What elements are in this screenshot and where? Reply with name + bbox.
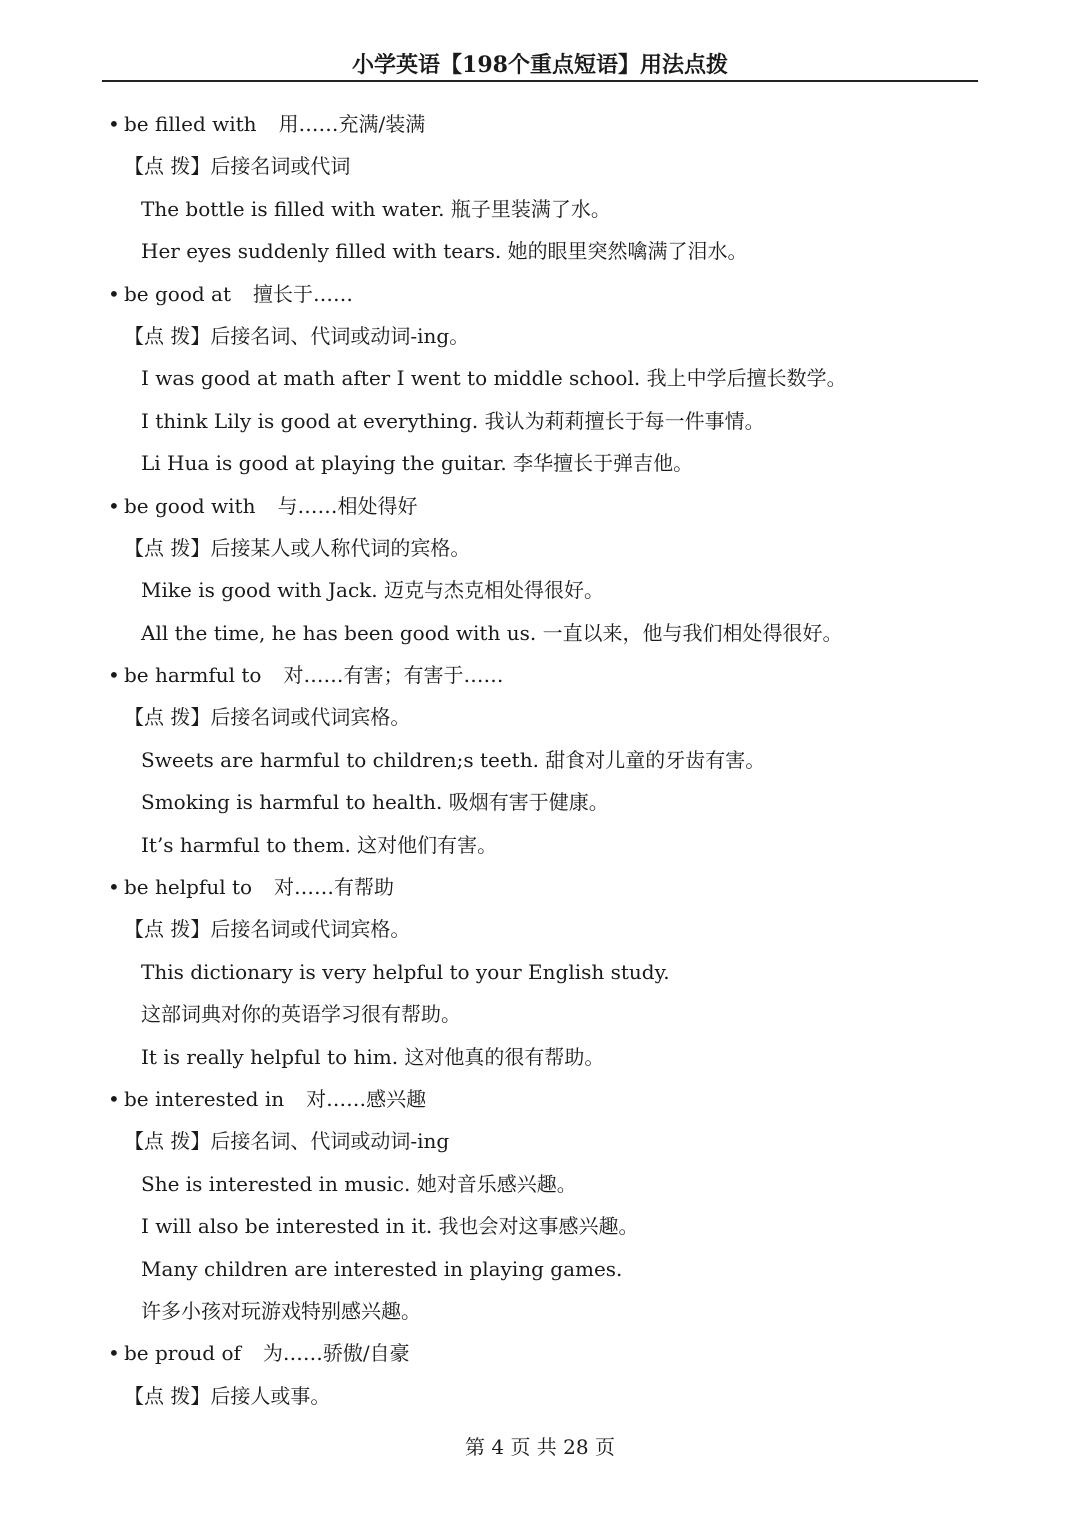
phrase-meaning: 为……骄傲/自豪 <box>262 1341 410 1366</box>
phrase-text: be good at <box>124 281 232 306</box>
phrase-text: be proud of <box>124 1341 241 1366</box>
phrase-text: be harmful to <box>124 663 262 688</box>
bullet-icon: • <box>108 493 120 518</box>
usage-tip: 【点 拨】后接名词或代词宾格。 <box>124 917 411 942</box>
phrase-entry <box>0 103 1080 145</box>
example-sentence: Li Hua is good at playing the guitar. 李华擅长于弹吉他。 <box>141 451 694 476</box>
bullet-icon: • <box>108 281 120 306</box>
phrase-text: be interested in <box>124 1086 285 1111</box>
phrase-entry <box>0 1332 1080 1374</box>
example-sentence: The bottle is filled with water. 瓶子里装满了水。 <box>141 196 611 221</box>
example-sentence: Many children are interested in playing games. <box>141 1256 623 1281</box>
example-sentence: It’s harmful to them. 这对他们有害。 <box>141 832 498 857</box>
bullet-icon: • <box>108 875 120 900</box>
phrase-text: be helpful to <box>124 875 253 900</box>
phrase-meaning: 对……有害；有害于…… <box>283 663 504 688</box>
example-sentence: Sweets are harmful to children;s teeth. 甜食对儿童的牙齿有害。 <box>141 747 766 772</box>
phrase-meaning: 擅长于…… <box>253 281 354 306</box>
example-sentence: Mike is good with Jack. 迈克与杰克相处得很好。 <box>141 578 605 603</box>
example-sentence: 这部词典对你的英语学习很有帮助。 <box>141 1002 461 1027</box>
phrase-entry <box>0 654 1080 696</box>
usage-tip: 【点 拨】后接名词或代词宾格。 <box>124 705 411 730</box>
bullet-icon: • <box>108 112 120 136</box>
phrase-meaning: 与……相处得好 <box>277 493 418 518</box>
phrase-text: be filled with <box>124 112 257 136</box>
usage-tip: 【点 拨】后接人或事。 <box>124 1383 331 1408</box>
phrase-entry <box>0 485 1080 527</box>
example-sentence: This dictionary is very helpful to your English study. <box>141 959 670 984</box>
example-sentence: I think Lily is good at everything. 我认为莉莉擅长于每一件事情。 <box>141 408 765 433</box>
phrase-entry <box>0 273 1080 315</box>
phrase-list <box>0 103 1080 1417</box>
bullet-icon: • <box>108 663 120 688</box>
example-sentence: 许多小孩对玩游戏特别感兴趣。 <box>141 1298 421 1323</box>
bullet-icon: • <box>108 1086 120 1111</box>
phrase-entry <box>0 866 1080 908</box>
phrase-meaning: 对……有帮助 <box>274 875 395 900</box>
page-header-title: 小学英语【198个重点短语】用法点拨 <box>102 50 978 82</box>
example-sentence: She is interested in music. 她对音乐感兴趣。 <box>141 1171 577 1196</box>
example-sentence: Smoking is harmful to health. 吸烟有害于健康。 <box>141 790 609 815</box>
usage-tip: 【点 拨】后接名词或代词 <box>124 154 351 179</box>
example-sentence: It is really helpful to him. 这对他真的很有帮助。 <box>141 1044 605 1069</box>
phrase-text: be good with <box>124 493 256 518</box>
example-sentence: Her eyes suddenly filled with tears. 她的眼里突然噙满了泪水。 <box>141 239 748 264</box>
usage-tip: 【点 拨】后接名词、代词或动词-ing <box>124 1129 450 1154</box>
phrase-entry <box>0 1078 1080 1120</box>
usage-tip: 【点 拨】后接名词、代词或动词-ing。 <box>124 323 470 348</box>
example-sentence: I will also be interested in it. 我也会对这事感兴趣。 <box>141 1214 639 1239</box>
phrase-meaning: 用……充满/装满 <box>278 112 426 136</box>
example-sentence: All the time, he has been good with us. 一直以来，他与我们相处得很好。 <box>141 620 843 645</box>
phrase-meaning: 对……感兴趣 <box>306 1086 427 1111</box>
usage-tip: 【点 拨】后接某人或人称代词的宾格。 <box>124 535 471 560</box>
bullet-icon: • <box>108 1341 120 1366</box>
page-footer-page-number: 第 4 页 共 28 页 <box>465 1435 615 1459</box>
example-sentence: I was good at math after I went to middle school. 我上中学后擅长数学。 <box>141 366 847 391</box>
